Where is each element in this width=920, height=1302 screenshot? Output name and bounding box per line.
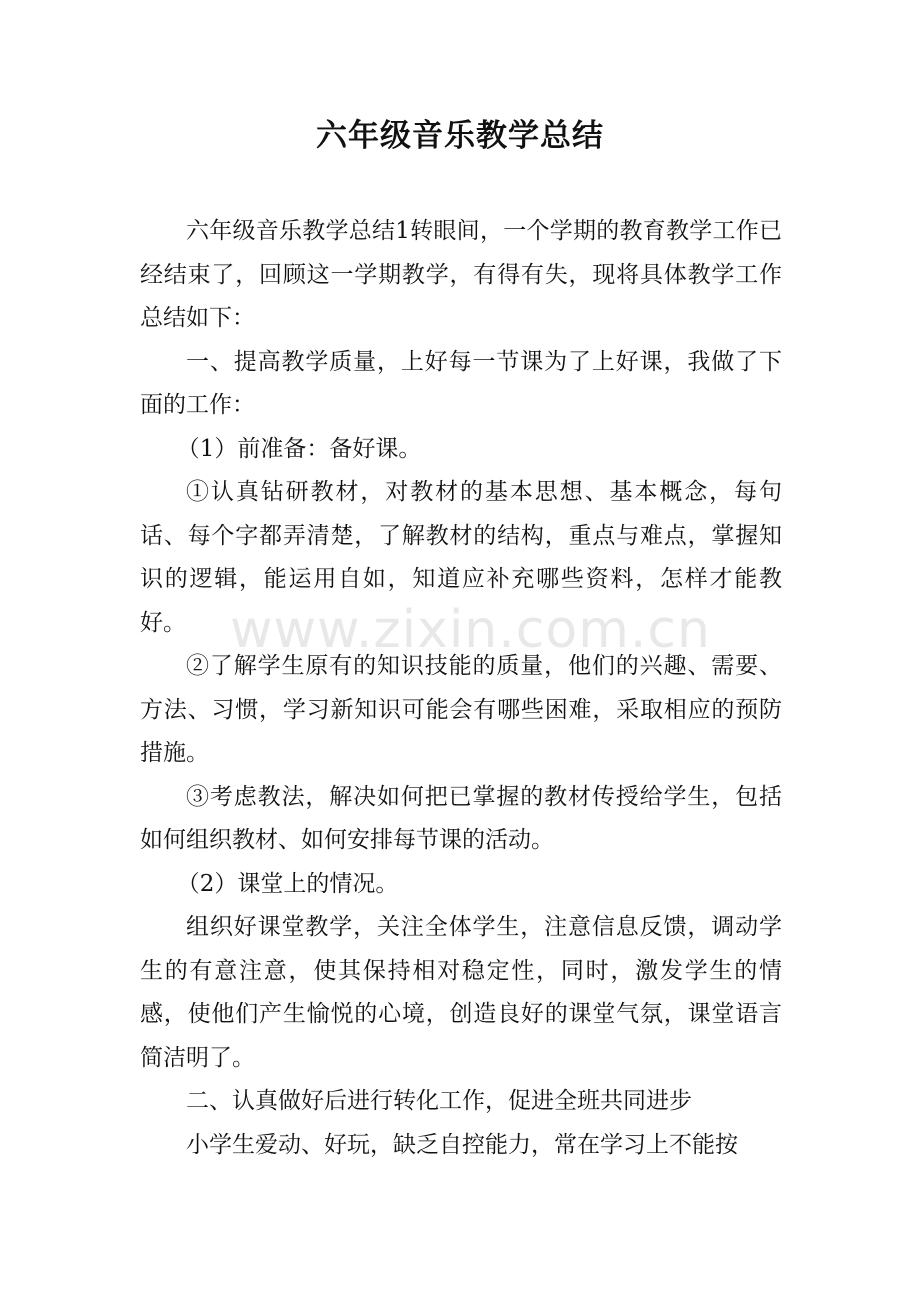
section-heading-2: 二、认真做好后进行转化工作，促进全班共同进步 — [186, 1088, 692, 1114]
intro-paragraph: 六年级音乐教学总结1转眼间，一个学期的教育教学工作已经结束了，回顾这一学期教学，有得有失，现将具体教学工作总结如下： — [140, 218, 782, 331]
section-heading-1: 一、提高教学质量，上好每一节课为了上好课，我做了下面的工作： — [140, 348, 782, 418]
subsection-heading-1: （1）前准备：备好课。 — [176, 435, 422, 462]
document-title: 六年级音乐教学总结 — [316, 118, 604, 154]
document-body — [140, 210, 782, 1167]
closing-paragraph: 小学生爱动、好玩，缺乏自控能力，常在学习上不能按 — [186, 1131, 738, 1158]
subsection-heading-2: （2）课堂上的情况。 — [176, 870, 399, 897]
list-item-1: ①认真钻研教材，对教材的基本思想、基本概念，每句话、每个字都弄清楚，了解教材的结构，重点与难点，掌握知识的逻辑，能运用自如，知道应补充哪些资料，怎样才能教好。 — [140, 479, 782, 636]
list-item-3: ③考虑教法，解决如何把已掌握的教材传授给学生，包括如何组织教材、如何安排每节课的活动。 — [140, 783, 782, 853]
list-item-2: ②了解学生原有的知识技能的质量，他们的兴趣、需要、方法、习惯，学习新知识可能会有哪些困难，采取相应的预防措施。 — [140, 653, 782, 766]
watermark-text: www.zixin.com.cn — [230, 600, 711, 660]
classroom-paragraph: 组织好课堂教学，关注全体学生，注意信息反馈，调动学生的有意注意，使其保持相对稳定性，同时，激发学生的情感，使他们产生愉悦的心境，创造良好的课堂气氛，课堂语言简洁明了。 — [140, 914, 782, 1071]
